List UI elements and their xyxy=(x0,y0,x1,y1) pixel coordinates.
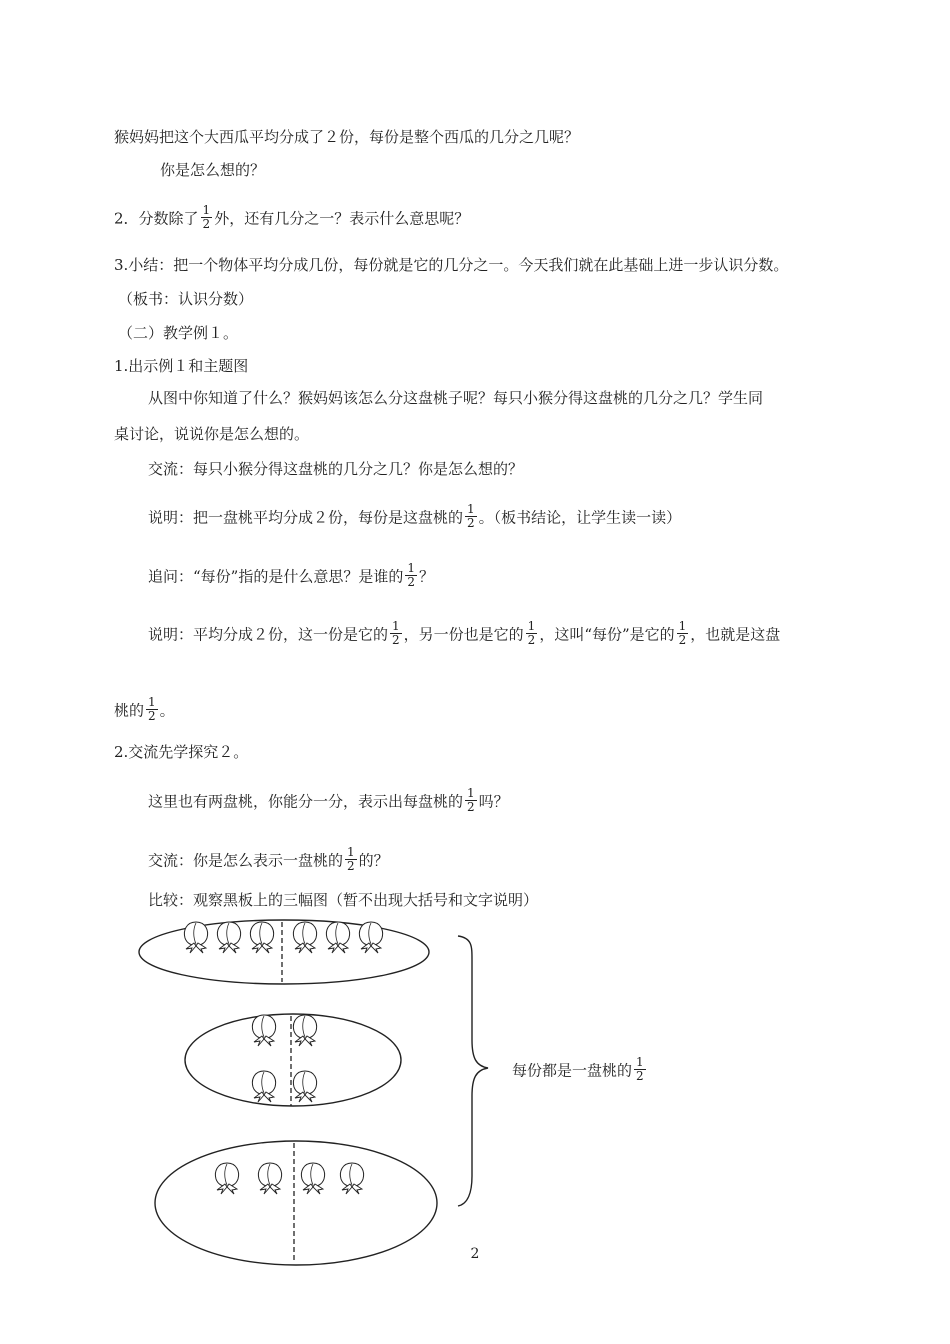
fraction: $\frac{1}{2}$ xyxy=(202,203,211,231)
page-number: 2 xyxy=(470,1246,480,1262)
peach-icon xyxy=(301,1163,324,1194)
text-run: 你是怎么想的？ xyxy=(160,161,266,179)
fraction: $\frac{1}{2}$ xyxy=(527,619,536,647)
peach-icon xyxy=(293,1071,316,1102)
text-run: 说明：把一盘桃平均分成２份，每份是这盘桃的 xyxy=(148,508,464,527)
text-run: 猴妈妈把这个大西瓜平均分成了２份，每份是整个西瓜的几分之几呢？ xyxy=(114,128,580,146)
text-run: 1.出示例１和主题图 xyxy=(114,357,249,375)
text-run: 外，还有几分之一？表示什么意思呢？ xyxy=(214,209,470,228)
fraction: $\frac{1}{2}$ xyxy=(148,695,156,723)
fraction: $\frac{1}{2}$ xyxy=(467,786,475,814)
peach-icon xyxy=(258,1163,281,1194)
peach-icon xyxy=(184,922,207,953)
text-run: 桌讨论，说说你是怎么想的。 xyxy=(114,425,310,443)
fraction: $\frac{1}{2}$ xyxy=(678,619,687,647)
text-run: 这里也有两盘桃，你能分一分，表示出每盘桃的 xyxy=(148,792,464,811)
curly-brace xyxy=(458,936,488,1206)
peach-icon xyxy=(252,1071,275,1102)
text-run: 追问：“每份”指的是什么意思？是谁的 xyxy=(148,567,404,586)
plate-outline xyxy=(139,920,429,984)
text-run: 。（板书结论，让学生读一读） xyxy=(478,508,682,527)
peach-icon xyxy=(293,1015,316,1046)
text-run: 。 xyxy=(159,701,175,720)
peach-icon xyxy=(293,922,316,953)
text-run: 比较：观察黑板上的三幅图（暂不出现大括号和文字说明） xyxy=(148,891,539,909)
plate-6-peaches xyxy=(139,920,429,984)
text-run: 2.交流先学探究２。 xyxy=(114,743,249,761)
figure-caption: 每份都是一盘桃的 $\frac{1}{2}$ xyxy=(512,1055,644,1083)
fraction: $\frac{1}{2}$ xyxy=(467,502,475,530)
text-run: ？ xyxy=(418,567,434,586)
text-run: （板书：认识分数） xyxy=(118,290,254,308)
text-run: 交流：每只小猴分得这盘桃的几分之几？你是怎么想的？ xyxy=(148,460,524,478)
peach-icon xyxy=(252,1015,275,1046)
text-run: （二）教学例１。 xyxy=(118,324,239,342)
peach-icon xyxy=(217,922,240,953)
fraction: $\frac{1}{2}$ xyxy=(392,619,400,647)
text-run: 吗？ xyxy=(478,792,509,811)
peach-icon xyxy=(215,1163,238,1194)
text-run: 桃的 xyxy=(114,701,145,720)
peach-icon xyxy=(250,922,273,953)
peach-icon xyxy=(359,922,382,953)
fraction: $\frac{1}{2}$ xyxy=(407,561,415,589)
text-run: 2．分数除了 xyxy=(114,209,199,228)
peach-icon xyxy=(326,922,349,953)
text-run: 从图中你知道了什么？猴妈妈该怎么分这盘桃子呢？每只小猴分得这盘桃的几分之几？学生同 xyxy=(148,389,764,407)
text-run: 交流：你是怎么表示一盘桃的 xyxy=(148,851,344,870)
fraction: $\frac{1}{2}$ xyxy=(347,845,355,873)
text-run: ，另一份也是它的 xyxy=(403,625,524,644)
text-run: 3.小结：把一个物体平均分成几份，每份就是它的几分之一。今天我们就在此基础上进一步认识分数。 xyxy=(114,256,789,274)
text-run: ，也就是这盘 xyxy=(690,625,781,644)
plate-4-peaches xyxy=(185,1014,401,1106)
text-run: 的？ xyxy=(358,851,389,870)
peach-icon xyxy=(340,1163,363,1194)
text-run: ，这叫“每份”是它的 xyxy=(539,625,675,644)
text-run: 说明：平均分成２份，这一份是它的 xyxy=(148,625,389,644)
fraction: $\frac{1}{2}$ xyxy=(636,1055,644,1083)
